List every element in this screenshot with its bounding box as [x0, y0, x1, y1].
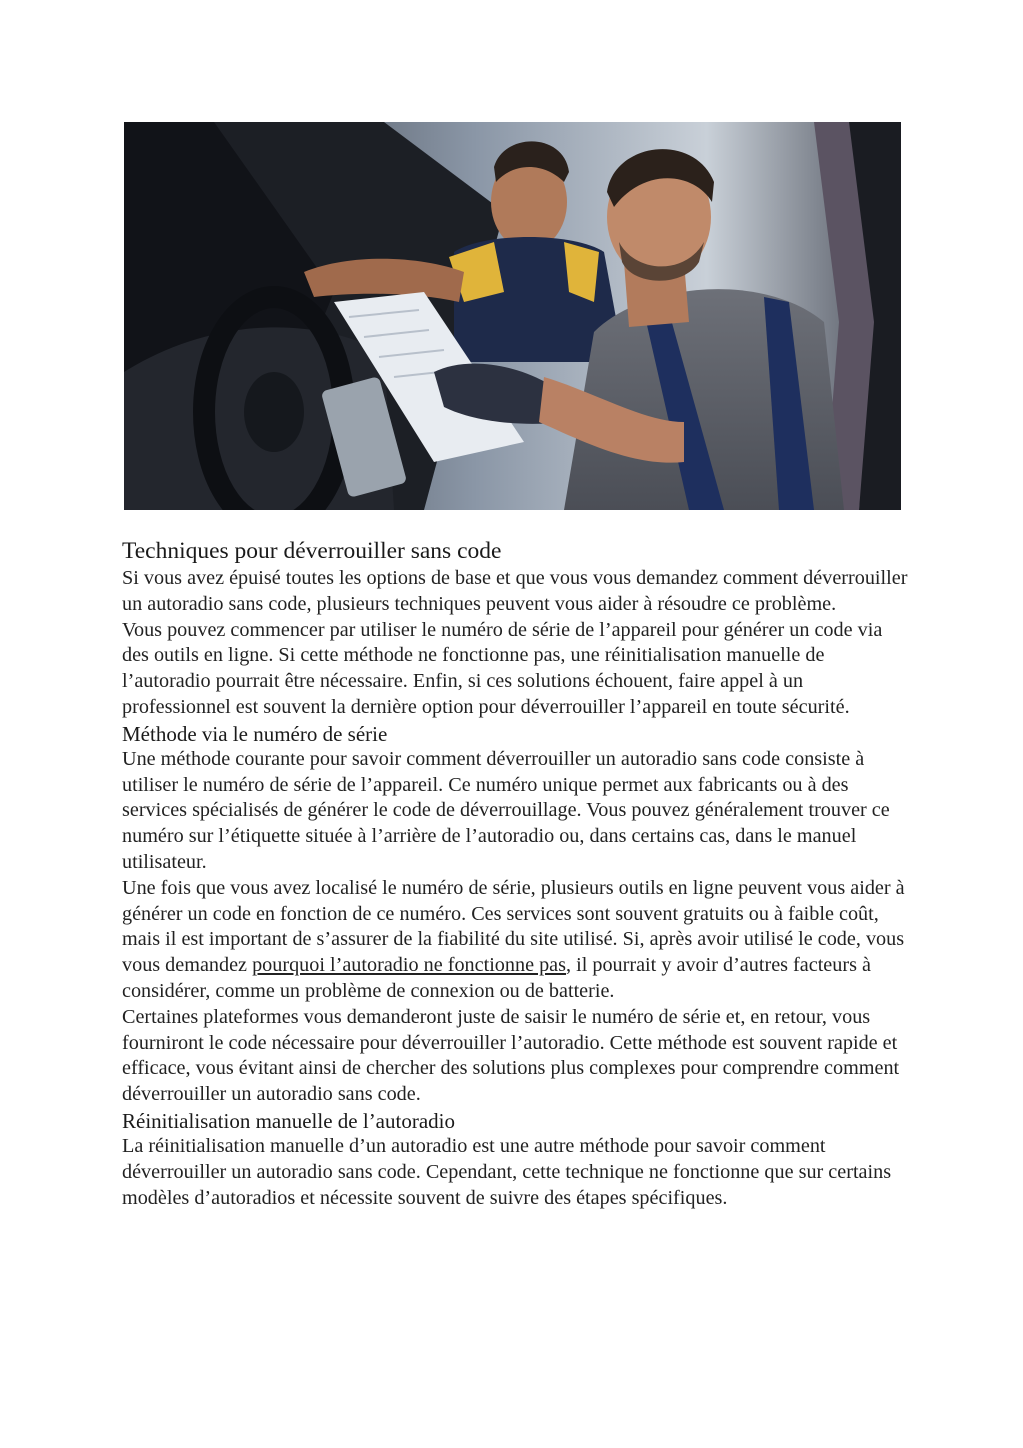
- paragraph-manual-reset: La réinitialisation manuelle d’un autoradio est une autre méthode pour savoir comment déverrouiller un autoradio sans code. Cependant, cette technique ne fonctionne que sur certains modèles d’autoradios et nécessite souvent de suivre des étapes spécifiques.: [122, 1134, 892, 1209]
- paragraph-intro: Si vous avez épuisé toutes les options de base et que vous vous demandez comment déverrouiller un autoradio sans code, plusieurs techniques peuvent vous aider à résoudre ce problème.: [122, 567, 908, 615]
- paragraph-online-tools-text-1: Une fois que vous avez localisé le numéro de série, plusieurs outils en ligne peuvent vous aider à générer un code en fonction de ce numéro. Ces services sont souvent gratuits ou à faible coût, mais il est important de s’assurer de la fiabilité du site utilisé. Si, après avoir utilisé le code, vous vous demandez: [122, 876, 905, 977]
- photo-illustration: [124, 122, 901, 510]
- paragraph-online-tools: [122, 876, 912, 1005]
- section-heading-serial-number: Méthode via le numéro de série: [122, 721, 388, 746]
- paragraph-overview: Vous pouvez commencer par utiliser le numéro de série de l’appareil pour générer un code via des outils en ligne. Si cette méthode ne fonctionne pas, une réinitialisation manuelle de l’autoradio pourrait être nécessaire. Enfin, si ces solutions échouent, faire appel à un professionnel est souvent la dernière option pour déverrouiller l’appareil en toute sécurité.: [122, 618, 883, 718]
- paragraph-serial-method: Une méthode courante pour savoir comment déverrouiller un autoradio sans code consiste à utiliser le numéro de série de l’appareil. Ce numéro unique permet aux fabricants ou à des services spécialisés de générer le code de déverrouillage. Vous pouvez généralement trouver ce numéro sur l’étiquette située à l’arrière de l’autoradio ou, dans certains cas, dans le manuel utilisateur.: [122, 747, 890, 873]
- section-heading-manual-reset: Réinitialisation manuelle de l’autoradio: [122, 1108, 455, 1133]
- paragraph-online-tools-text-2: , il pourrait y avoir d’autres facteurs à considérer, comme un problème de connexion ou de batterie.: [122, 954, 871, 1002]
- mechanics-in-car-photo: [124, 122, 901, 510]
- section-heading-techniques: Techniques pour déverrouiller sans code: [122, 538, 502, 564]
- article-body: [122, 536, 912, 1211]
- paragraph-platforms: Certaines plateformes vous demanderont juste de saisir le numéro de série et, en retour, vous fourniront le code nécessaire pour déverrouiller l’autoradio. Cette méthode est souvent rapide et efficace, vous évitant ainsi de chercher des solutions plus complexes pour comprendre comment déverrouiller un autoradio sans code.: [122, 1005, 900, 1106]
- link-autoradio-ne-fonctionne-pas[interactable]: pourquoi l’autoradio ne fonctionne pas: [252, 954, 567, 977]
